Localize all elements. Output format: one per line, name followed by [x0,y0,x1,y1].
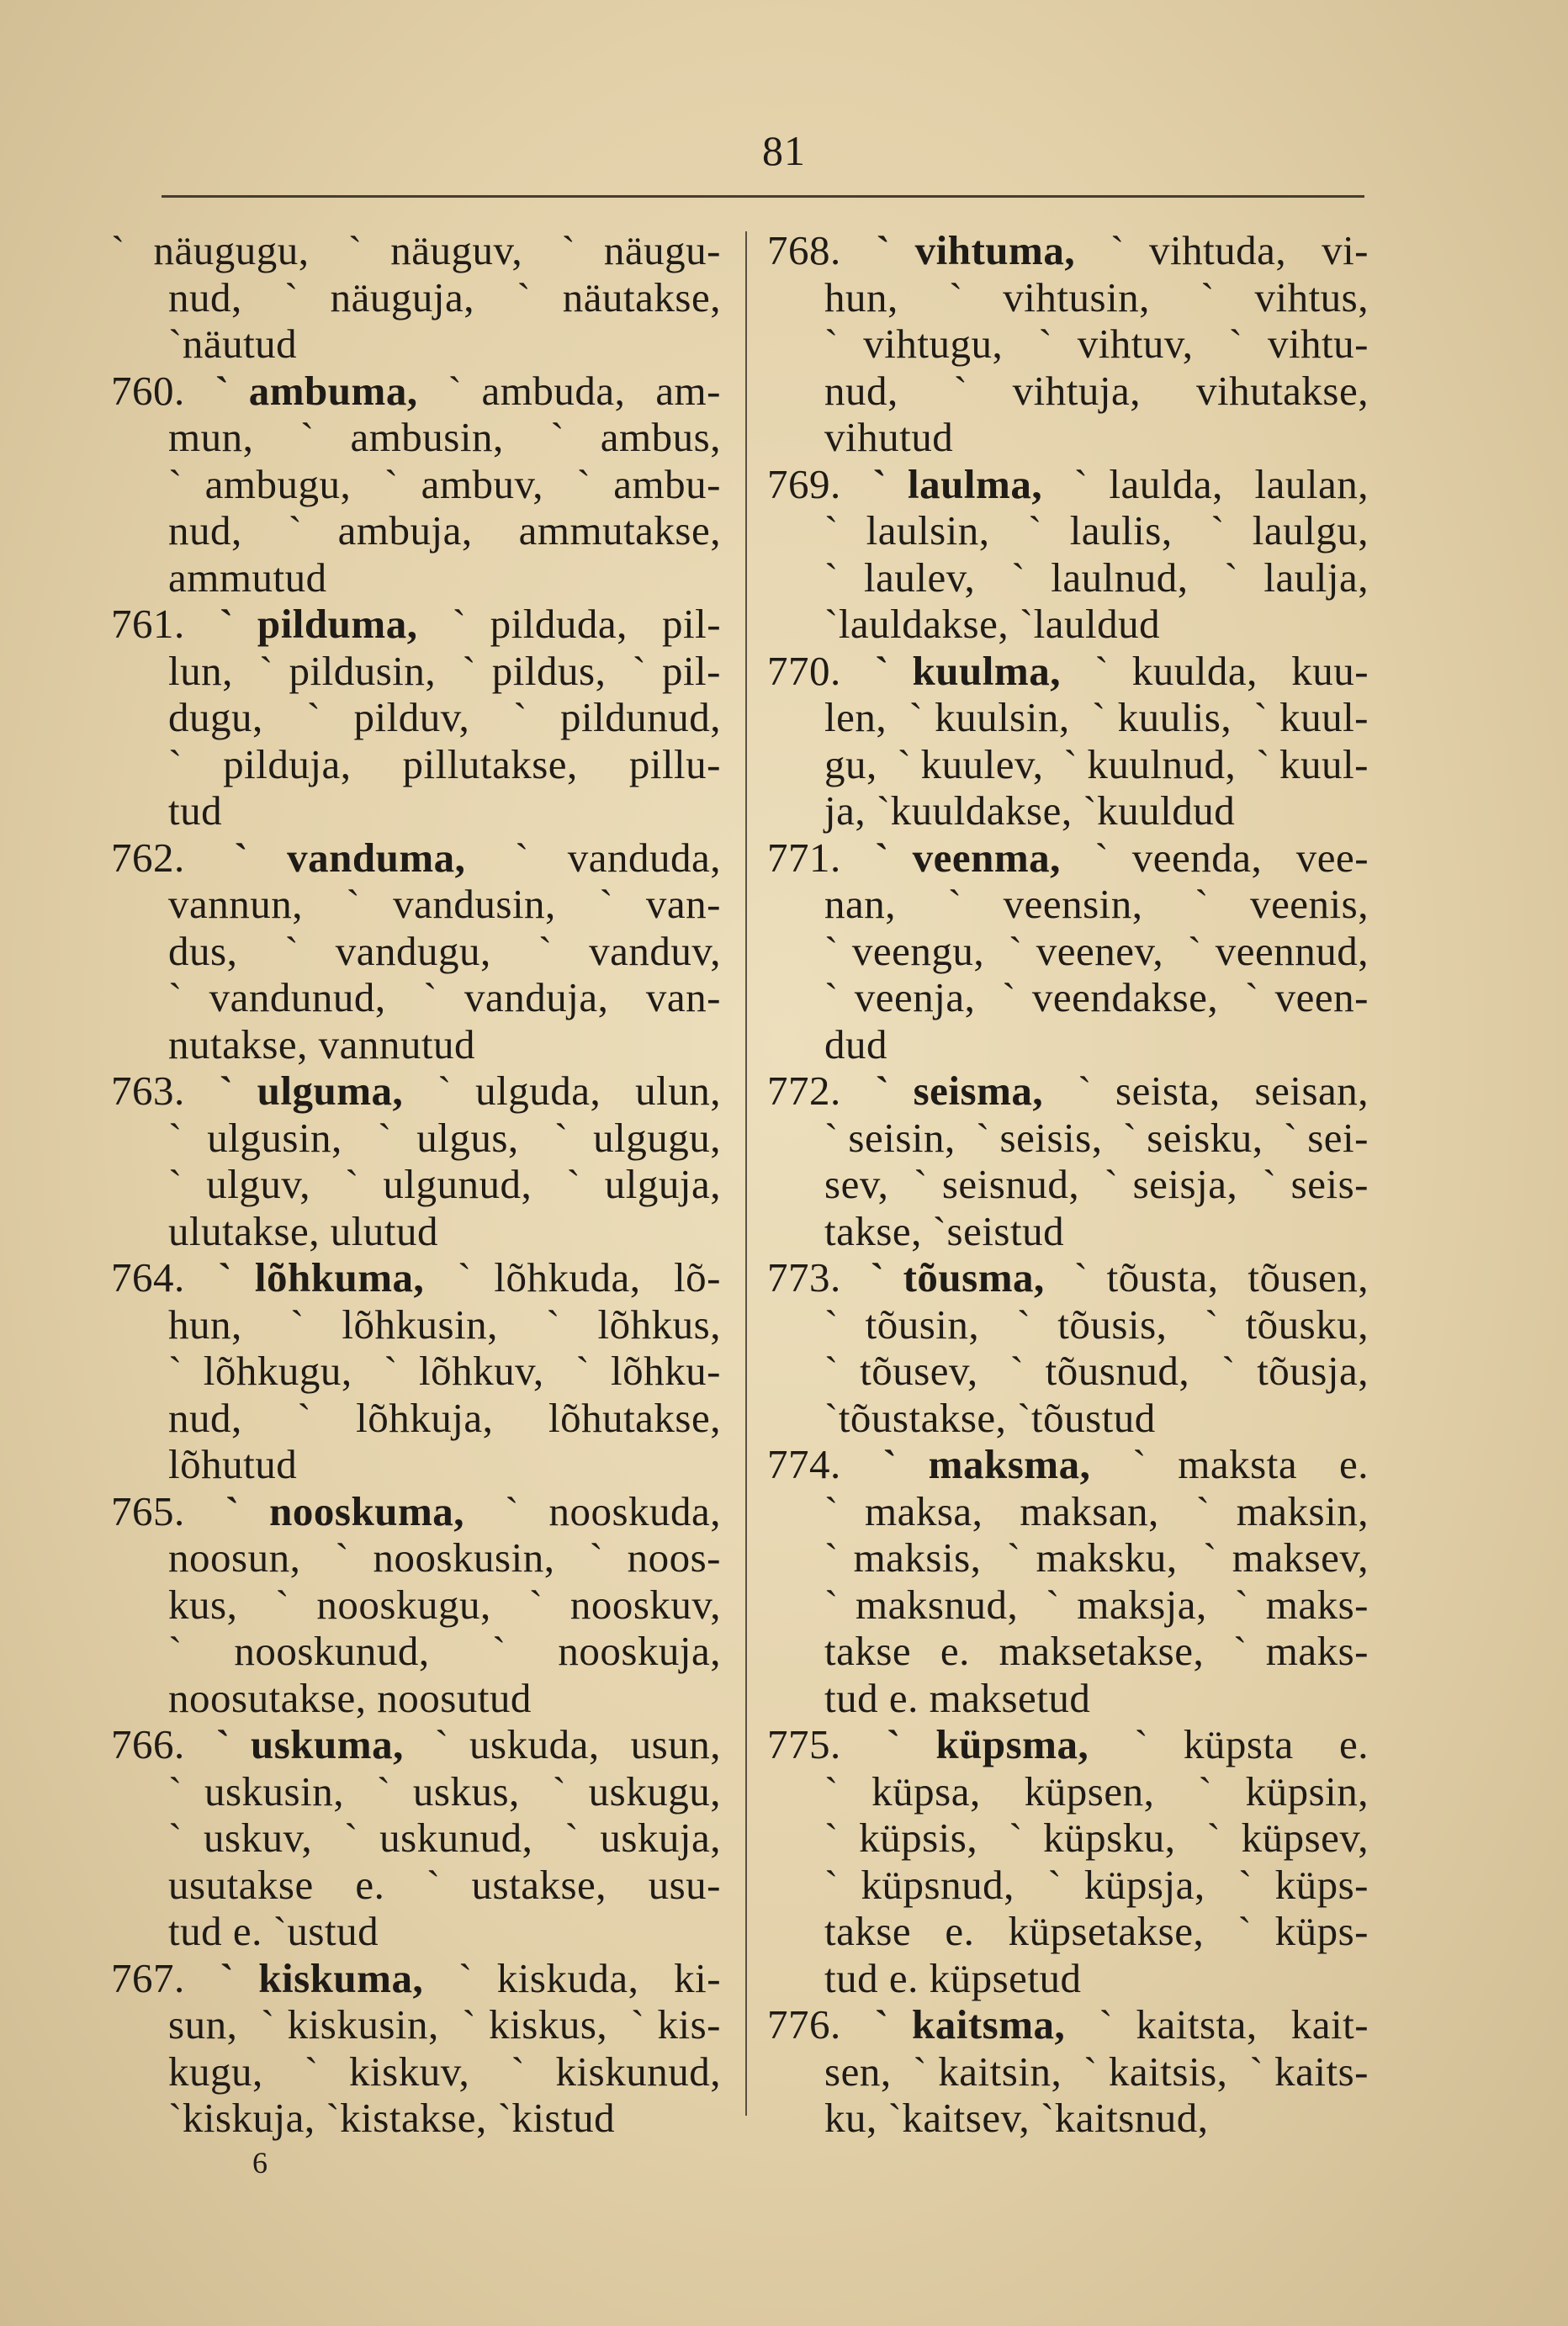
entry-line [767,1441,1369,1488]
entry-line [111,2095,721,2142]
entry-line [111,1768,721,1815]
entry-text: ˋtõusin, ˋtõusis, ˋtõusku, [824,1301,1369,1348]
entry-text: takse, ˋseistud [824,1207,1065,1254]
entry-headword: ˋkuulma, [875,647,1061,694]
entry-line [111,1254,721,1301]
entry-text: ˋvihtuda, vi- [1110,227,1369,273]
entry-text: dugu, ˋpilduv, ˋpildunud, [168,694,721,740]
entry-text: nan, ˋveensin, ˋveenis, [824,881,1369,927]
entry-line [111,1395,721,1442]
entry-line [111,1675,721,1722]
entry-text: ˋlaulda, laulan, [1073,460,1369,507]
entry-text: ˋmaksis, ˋmaksku, ˋmaksev, [824,1534,1369,1581]
dictionary-entry [767,1441,1369,1721]
entry-number: 762. [111,834,185,881]
entry-line [767,507,1369,554]
entry-text: ˋkuulda, kuu- [1094,647,1369,694]
entry-line [111,1021,721,1068]
entry-line [111,881,721,928]
entry-headword: ˋuskuma, [215,1721,404,1767]
entry-headword: ˋkaitsma, [874,2001,1066,2048]
dictionary-entry [767,1721,1369,2001]
entry-line [767,1301,1369,1348]
entry-line [767,274,1369,321]
entry-text: nud, ˋvihtuja, vihutakse, [824,367,1369,414]
entry-line [111,368,721,415]
entry-line [767,1208,1369,1255]
entry-number: 772. [767,1068,841,1114]
entry-line [111,648,721,695]
entry-line [111,928,721,975]
entry-line [111,1115,721,1162]
entry-text: ˋmaksta e. [1132,1441,1369,1487]
entry-text: ˋlõhkuda, lõ- [457,1254,721,1301]
entry-number: 768. [767,227,841,273]
entry-text: tud e. küpsetud [824,1954,1082,2001]
entry-text: ulutakse, ulutud [168,1207,439,1254]
entry-text: hun, ˋlõhkusin, ˋlõhkus, [168,1301,721,1348]
entry-line [111,1582,721,1629]
entry-text: ˋvandunud, ˋvanduja, van- [168,974,721,1020]
entry-line [767,1534,1369,1582]
entry-line [767,741,1369,788]
entry-text: ˋküpsta e. [1134,1721,1369,1767]
entry-line [767,1768,1369,1815]
entry-line [767,601,1369,648]
entry-line [767,648,1369,695]
entry-text: ˋseista, seisan, [1078,1068,1369,1114]
entry-line [111,1534,721,1582]
entry-line [767,1628,1369,1675]
entry-line [767,1068,1369,1115]
entry-line [111,1721,721,1768]
entry-text: ˋküpsnud, ˋküpsja, ˋküps- [824,1861,1369,1908]
dictionary-entry [111,1955,721,2142]
entry-line [767,1348,1369,1395]
entry-number: 771. [767,834,841,881]
entry-line [767,928,1369,975]
entry-text: kus, ˋnooskugu, ˋnooskuv, [168,1581,721,1628]
entry-line [767,1254,1369,1301]
dictionary-entry [767,227,1369,461]
entry-line [111,1862,721,1909]
entry-text: tud e. maksetud [824,1674,1091,1721]
entry-number: 766. [111,1721,185,1767]
entry-text: ˋlõhkugu, ˋlõhkuv, ˋlõhku- [168,1348,721,1394]
entry-number: 760. [111,367,185,414]
footer-signature: 6 [252,2146,268,2180]
entry-line [767,694,1369,741]
entry-headword: ˋvanduma, [234,834,466,881]
entry-number: 773. [767,1254,841,1301]
entry-text: lun, ˋpildusin, ˋpildus, ˋpil- [168,647,721,694]
entry-text: nud, ˋambuja, ammutakse, [168,507,721,554]
entry-text: ˋnooskunud, ˋnooskuja, [168,1628,721,1674]
entry-text: ˋambugu, ˋambuv, ˋambu- [168,460,721,507]
entry-text: ˋtõustakse, ˋtõustud [824,1394,1156,1441]
entry-line [767,1582,1369,1629]
entry-line [111,834,721,882]
entry-text: vihutud [824,414,954,460]
dictionary-entry [111,1721,721,1955]
entry-text: sun, ˋkiskusin, ˋkiskus, ˋkis- [168,2001,721,2048]
entry-line [767,2095,1369,2142]
entry-text: ˋlauldakse, ˋlauldud [824,601,1161,647]
entry-text: dus, ˋvandugu, ˋvanduv, [168,927,721,974]
entry-text: ˋulguda, ulun, [437,1068,721,1114]
entry-text: ˋlaulev, ˋlaulnud, ˋlaulja, [824,554,1369,601]
entry-text: ˋtõusev, ˋtõusnud, ˋtõusja, [824,1348,1369,1394]
entry-text: ˋtõusta, tõusen, [1073,1254,1369,1301]
entry-line [111,1068,721,1115]
entry-text: nud, ˋlõhkuja, lõhutakse, [168,1394,721,1441]
entry-headword: ˋnooskuma, [225,1487,465,1534]
dictionary-entry [111,1488,721,1722]
entry-line [111,1301,721,1348]
entry-line [767,974,1369,1021]
entry-line [111,1208,721,1255]
entry-number: 761. [111,601,185,647]
entry-line [111,974,721,1021]
entry-line [767,227,1369,274]
entry-text: ˋkiskuja, ˋkistakse, ˋkistud [168,2095,616,2141]
entry-number: 775. [767,1721,841,1767]
entry-headword: ˋambuma, [215,367,418,414]
entry-line [111,2048,721,2096]
dictionary-entry [767,648,1369,834]
entry-headword: ˋlaulma, [872,460,1043,507]
entry-text: kugu, ˋkiskuv, ˋkiskunud, [168,2048,721,2095]
entry-text: ˋpilduja, pillutakse, pillu- [168,740,721,787]
entry-text: dud [824,1020,887,1068]
entry-text: ˋküpsa, küpsen, ˋküpsin, [824,1767,1369,1815]
entry-line [767,1955,1369,2002]
entry-line [111,1488,721,1535]
entry-text: takse e. küpsetakse, ˋküps- [824,1908,1369,1954]
entry-text: ˋnäugugu, ˋnäuguv, ˋnäugu- [111,227,721,273]
entry-text: ˋnäutud [168,321,298,367]
entry-line [767,321,1369,368]
entry-text: ˋseisin, ˋseisis, ˋseisku, ˋsei- [824,1114,1369,1161]
entry-line [111,1815,721,1862]
entry-headword: ˋküpsma, [887,1721,1089,1767]
entry-line [111,227,721,274]
entry-text: usutakse e. ˋustakse, usu- [168,1861,721,1908]
entry-text: gu, ˋkuulev, ˋkuulnud, ˋkuul- [824,740,1369,787]
entry-text: noosun, ˋnooskusin, ˋnoos- [168,1534,721,1581]
dictionary-entry [767,1254,1369,1441]
entry-line [767,834,1369,882]
entry-line [111,274,721,321]
entry-text: ˋmaksnud, ˋmaksja, ˋmaks- [824,1581,1369,1628]
entry-line [767,414,1369,461]
entry-headword: ˋvihtuma, [876,227,1076,273]
entry-text: ˋvihtugu, ˋvihtuv, ˋvihtu- [824,321,1369,367]
entry-text: ˋmaksa, maksan, ˋmaksin, [824,1487,1369,1534]
entry-line [767,1908,1369,1955]
entry-text: ˋambuda, am- [448,367,721,414]
entry-text: ˋulguv, ˋulgunud, ˋulguja, [168,1161,721,1207]
entry-line [111,1348,721,1395]
entry-headword: ˋpilduma, [219,601,418,647]
entry-number: 774. [767,1441,841,1487]
entry-line [767,787,1369,834]
right-column [767,227,1369,2142]
entry-line [111,601,721,648]
entry-text: takse e. maksetakse, ˋmaks- [824,1628,1369,1674]
entry-line [111,1908,721,1955]
entry-text: ˋpilduda, pil- [452,601,722,647]
entry-text: len, ˋkuulsin, ˋkuulis, ˋkuul- [824,694,1369,740]
column-divider [745,231,747,2116]
entry-line [111,2001,721,2048]
entry-headword: ˋseisma, [875,1068,1044,1114]
entry-number: 769. [767,460,841,507]
entry-headword: ˋveenma, [875,834,1061,881]
entry-headword: ˋulguma, [219,1068,404,1114]
entry-number: 767. [111,1954,185,2001]
entry-line [767,1862,1369,1909]
entry-line [767,1161,1369,1208]
entry-text: tud [168,787,223,834]
entry-line [111,414,721,461]
entry-line [111,1161,721,1208]
entry-number: 765. [111,1487,185,1534]
dictionary-entry [111,601,721,834]
entry-text: ˋnooskuda, [505,1487,722,1534]
entry-text: ˋkiskuda, ki- [458,1954,722,2001]
entry-line [111,1628,721,1675]
entry-text: hun, ˋvihtusin, ˋvihtus, [824,273,1369,321]
entry-text: nutakse, vannutud [168,1020,476,1068]
page-number: 81 [762,127,806,174]
entry-text: mun, ˋambusin, ˋambus, [168,414,721,460]
entry-text: sen, ˋkaitsin, ˋkaitsis, ˋkaits- [824,2048,1369,2095]
entry-text: ˋveenda, vee- [1094,834,1369,881]
entry-line [111,741,721,788]
entry-line [111,1955,721,2002]
header-rule [162,195,1364,198]
entry-text: ˋvanduda, [515,834,722,881]
entry-line [767,881,1369,928]
entry-line [111,321,721,368]
dictionary-entry [111,227,721,368]
entry-text: noosutakse, noosutud [168,1674,532,1721]
entry-headword: ˋmaksma, [882,1441,1091,1487]
entry-line [767,554,1369,601]
entry-headword: ˋlõhkuma, [218,1254,425,1301]
entry-text: ˋveenja, ˋveendakse, ˋveen- [824,974,1369,1020]
entry-text: sev, ˋseisnud, ˋseisja, ˋseis- [824,1161,1369,1207]
entry-text: lõhutud [168,1441,298,1487]
entry-line [111,787,721,834]
entry-line [767,1395,1369,1442]
entry-text: ˋveengu, ˋveenev, ˋveennud, [824,927,1369,974]
entry-number: 763. [111,1068,185,1114]
dictionary-entry [767,1068,1369,1254]
dictionary-entry [111,834,721,1068]
entry-headword: ˋkiskuma, [220,1954,424,2001]
left-column [111,227,721,2142]
entry-number: 776. [767,2001,841,2048]
dictionary-entry [767,834,1369,1068]
entry-line [111,554,721,601]
entry-text: ˋulgusin, ˋulgus, ˋulgugu, [168,1114,721,1161]
entry-line [767,1115,1369,1162]
entry-line [111,694,721,741]
entry-line [111,1441,721,1488]
entry-line [111,507,721,554]
entry-line [111,461,721,508]
dictionary-entry [767,461,1369,648]
entry-text: vannun, ˋvandusin, ˋvan- [168,881,721,927]
dictionary-entry [111,368,721,601]
entry-line [767,1021,1369,1068]
entry-text: ˋlaulsin, ˋlaulis, ˋlaulgu, [824,507,1369,554]
entry-text: ˋuskuv, ˋuskunud, ˋuskuja, [168,1815,721,1861]
entry-text: ˋuskuda, usun, [434,1721,721,1767]
entry-line [767,1488,1369,1535]
entry-text: ˋküpsis, ˋküpsku, ˋküpsev, [824,1815,1369,1861]
entry-number: 764. [111,1254,185,1301]
dictionary-entry [111,1068,721,1254]
entry-line [767,1815,1369,1862]
entry-text: ˋuskusin, ˋuskus, ˋuskugu, [168,1767,721,1815]
entry-text: ammutud [168,554,327,601]
entry-text: ja, ˋkuuldakse, ˋkuuldud [824,787,1236,834]
entry-line [767,2001,1369,2048]
dictionary-entry [111,1254,721,1488]
entry-line [767,1721,1369,1768]
entry-line [767,1675,1369,1722]
entry-line [767,368,1369,415]
dictionary-entry [767,2001,1369,2142]
entry-text: ku, ˋkaitsev, ˋkaitsnud, [824,2095,1209,2141]
entry-text: ˋkaitsta, kait- [1099,2001,1369,2048]
entry-number: 770. [767,647,841,694]
entry-headword: ˋtõusma, [870,1254,1045,1301]
entry-text: nud, ˋnäuguja, ˋnäutakse, [168,273,721,321]
entry-line [767,2048,1369,2096]
entry-line [767,461,1369,508]
entry-text: tud e. ˋustud [168,1908,379,1954]
